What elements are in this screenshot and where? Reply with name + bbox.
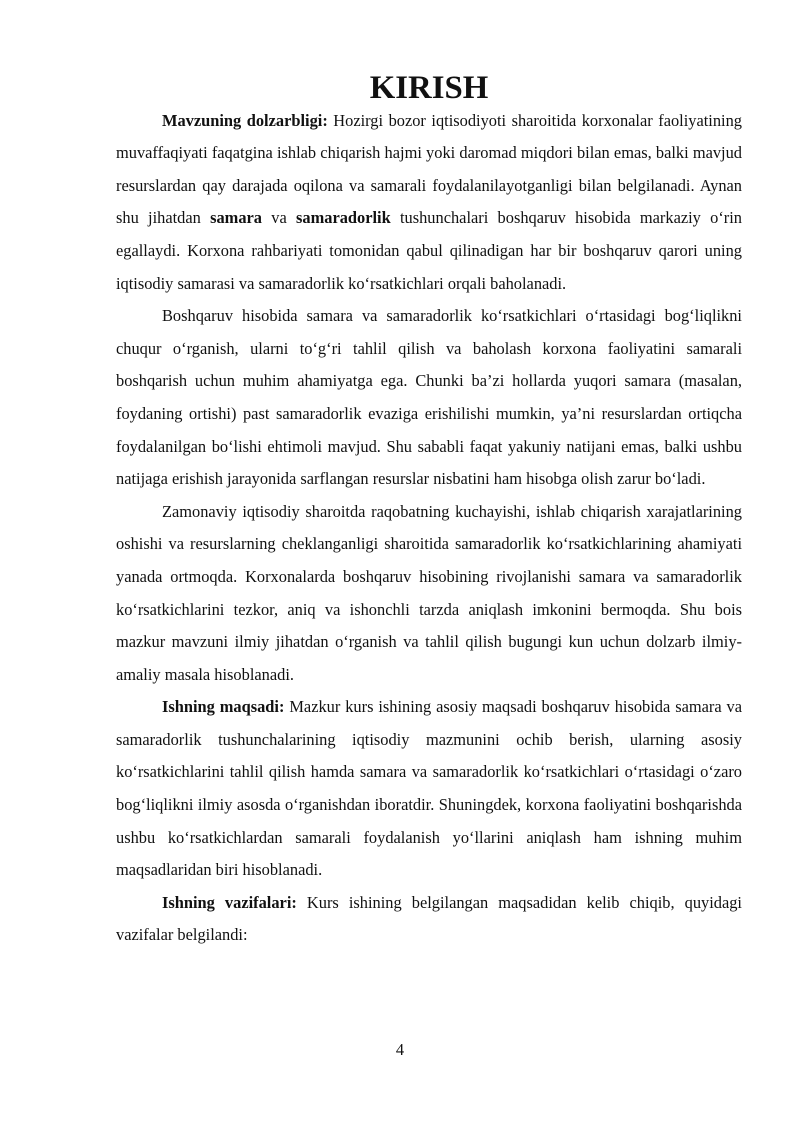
paragraph-relationship — [116, 300, 742, 496]
goal-text: Mazkur kurs ishining asosiy maqsadi boshqaruv hisobida samara va samaradorlik tushunchalarining iqtisodiy mazmunini ochib berish, ularning asosiy ko‘rsatkichlarini tahlil qilish hamda samara va samaradorlik ko‘rsatkichlari o‘rtasidagi o‘zaro bog‘liqlikni ilmiy asosda o‘rganishdan iboratdir. Shuningdek, korxona faoliyatini boshqarishda ushbu ko‘rsatkichlardan samarali foydalanish yo‘llarini aniqlash ham ishning muhim maqsadlaridan biri hisoblanadi. — [116, 697, 742, 880]
term-samara: samara — [210, 208, 263, 228]
goal-heading: Ishning maqsadi: — [162, 697, 285, 717]
relevance-heading: Mavzuning dolzarbligi: — [162, 110, 328, 130]
paragraph-goal — [116, 691, 742, 887]
paragraph-relevance — [116, 105, 742, 301]
tasks-heading: Ishning vazifalari: — [162, 892, 297, 912]
document-page — [116, 72, 742, 952]
relevance-text-2: va — [262, 208, 297, 228]
tasks-text: Kurs ishining belgilangan maqsadidan kelib chiqib, quyidagi vazifalar belgilandi: — [116, 892, 742, 945]
term-samaradorlik: samaradorlik — [296, 208, 391, 228]
paragraph-tasks — [116, 887, 742, 952]
relevance-text-1: Hozirgi bozor iqtisodiyoti sharoitida korxonalar faoliyatining muvaffaqiyati faqatgina ishlab chiqarish hajmi yoki daromad miqdori bilan emas, balki mavjud resurslardan qay darajada oqilona va samarali foydalanilayotganligi bilan belgilanadi. Aynan shu jihatdan — [116, 110, 742, 228]
page-number: 4 — [395, 1040, 405, 1059]
paragraph-modern-conditions — [116, 496, 742, 692]
modern-conditions-text: Zamonaviy iqtisodiy sharoitda raqobatning kuchayishi, ishlab chiqarish xarajatlarining oshishi va resurslarning cheklanganligi sharoitida samaradorlik ko‘rsatkichlarining ahamiyati yanada ortmoqda. Korxonalarda boshqaruv hisobining rivojlanishi samara va samaradorlik ko‘rsatkichlarini tezkor, aniq va ishonchli tarzda aniqlash imkonini bermoqda. Shu bois mazkur mavzuni ilmiy jihatdan o‘rganish va tahlil qilish bugungi kun uchun dolzarb ilmiy-amaliy masala hisoblanadi. — [116, 501, 742, 684]
section-title: KIRISH — [369, 70, 489, 106]
relationship-text: Boshqaruv hisobida samara va samaradorlik ko‘rsatkichlari o‘rtasidagi bog‘liqlikni chuqur o‘rganish, ularni to‘g‘ri tahlil qilish va baholash korxona faoliyatini samarali boshqarish uchun muhim ahamiyatga ega. Chunki ba’zi hollarda yuqori samara (masalan, foydaning ortishi) past samaradorlik evaziga erishilishi mumkin, ya’ni resurslardan ortiqcha foydalanilgan bo‘lishi ehtimoli mavjud. Shu sababli faqat yakuniy natijani emas, balki ushbu natijaga erishish jarayonida sarflangan resurslar nisbatini ham hisobga olish zarur bo‘ladi. — [116, 306, 742, 489]
relevance-text-3: tushunchalari boshqaruv hisobida markaziy o‘rin egallaydi. Korxona rahbariyati tomonidan qabul qilinadigan har bir boshqaruv qarori uning iqtisodiy samarasi va samaradorlik ko‘rsatkichlari orqali baholanadi. — [116, 208, 743, 293]
